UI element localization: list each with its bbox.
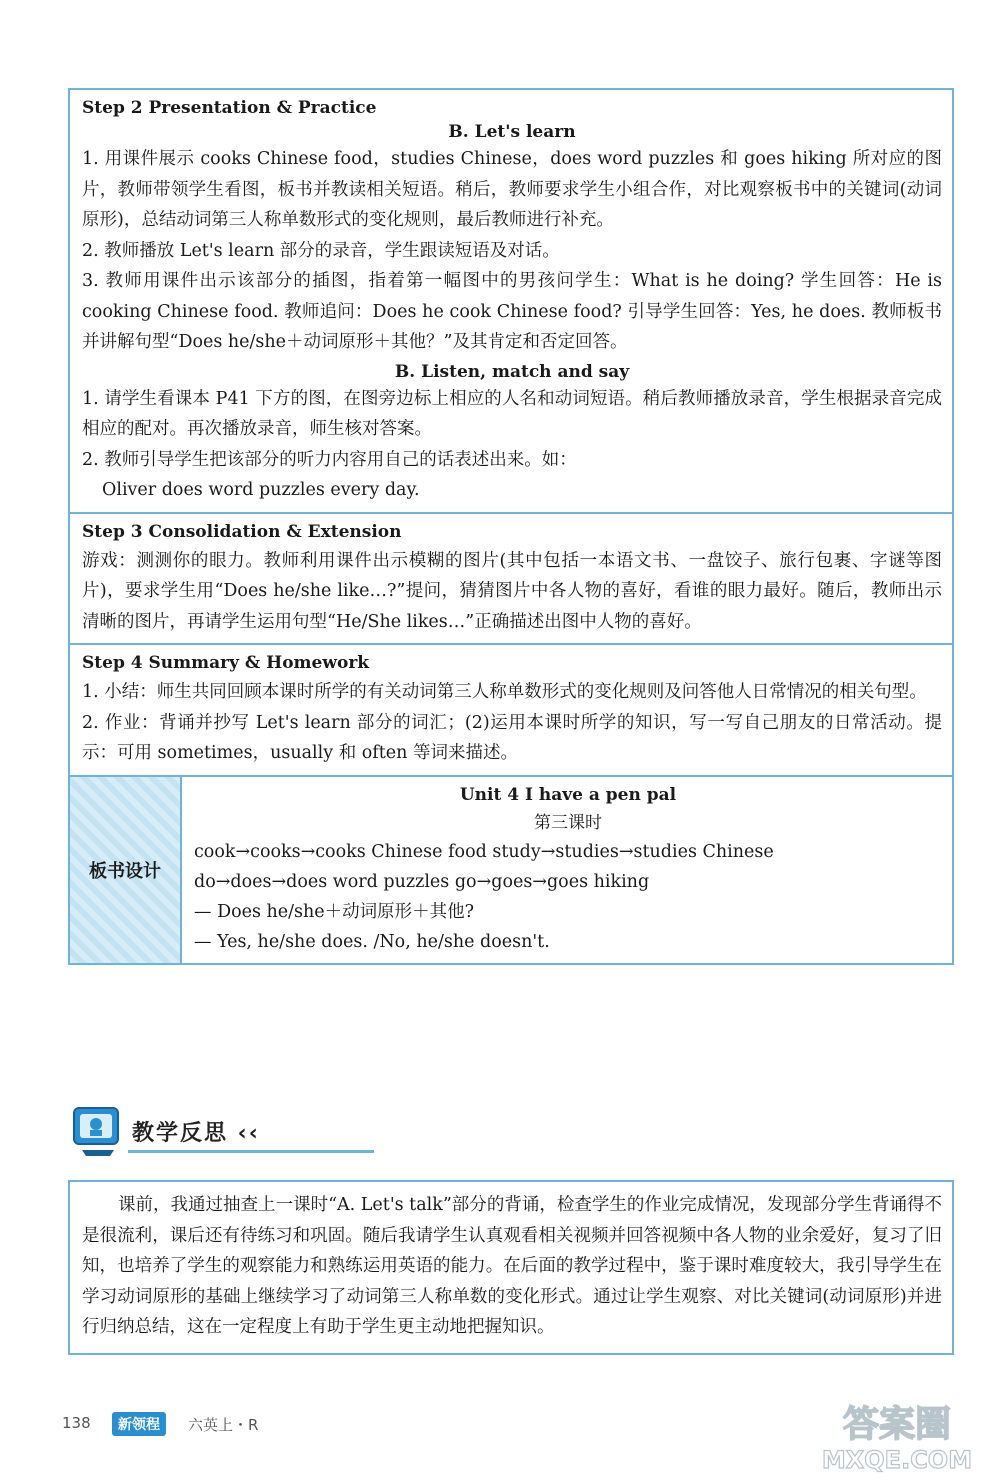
- board-line-4: — Yes, he/she does. /No, he/she doesn't.: [194, 931, 550, 952]
- step4-heading: Step 4 Summary & Homework: [82, 653, 370, 673]
- watermark-line1: 答案圈: [842, 1404, 952, 1445]
- board-line-1: cook→cooks→cooks Chinese food study→studies→studies Chinese: [194, 841, 774, 862]
- step4-section: [70, 645, 952, 777]
- step2-listen-item-1: 1. 请学生看课本 P41 下方的图，在图旁边标上相应的人名和动词短语。稍后教师播放录音，学生根据录音完成相应的配对。再次播放录音，师生核对答案。: [82, 388, 942, 439]
- step2-heading: Step 2 Presentation & Practice: [82, 98, 377, 118]
- board-line-3: — Does he/she＋动词原形＋其他?: [194, 901, 475, 922]
- step2-item-3: 3. 教师用课件出示该部分的插图，指着第一幅图中的男孩问学生：What is he doing? 学生回答：He is cooking Chinese food. 教师追问：Does he cook Chinese food? 引导学生回答：Yes, he does. 教师板书并讲解句型“Does he/she＋动词原形＋其他？”及其肯定和否定回答。: [82, 271, 942, 352]
- step4-item-1: 1. 小结：师生共同回顾本课时所学的有关动词第三人称单数形式的变化规则及问答他人日常情况的相关句型。: [82, 682, 927, 702]
- reflection-box: [68, 1180, 954, 1355]
- board-lesson-subtitle: 第三课时: [534, 812, 602, 833]
- step4-item-2: 2. 作业：背诵并抄写 Let's learn 部分的词汇；(2)运用本课时所学的知识，写一写自己朋友的日常活动。提示：可用 sometimes，usually 和 often 等词来描述。: [82, 712, 942, 763]
- reflection-text: 课前，我通过抽查上一课时“A. Let's talk”部分的背诵，检查学生的作业完成情况，发现部分学生背诵得不是很流利，课后还有待练习和巩固。随后我请学生认真观看相关视频并回答视频中各人物的业余爱好，复习了旧知，也培养了学生的观察能力和熟练运用英语的能力。在后面的教学过程中，鉴于课时难度较大，我引导学生在学习动词原形的基础上继续学习了动词第三人称单数的变化形式。通过让学生观察、对比关键词(动词原形)并进行归纳总结，这在一定程度上有助于学生更主动地把握知识。: [82, 1195, 942, 1337]
- step3-section: [70, 514, 952, 646]
- lesson-plan-box: [68, 88, 954, 965]
- page-number: 138: [62, 1414, 91, 1432]
- step2-listen-item-2: 2. 教师引导学生把该部分的听力内容用自己的话表述出来。如：: [82, 449, 577, 470]
- reflection-underline: [128, 1150, 374, 1153]
- board-line-2: do→does→does word puzzles go→goes→goes hiking: [194, 871, 650, 892]
- brand-badge: 新领程: [112, 1412, 166, 1436]
- page-footer: [62, 1410, 402, 1438]
- listen-match-heading: B. Listen, match and say: [394, 361, 630, 382]
- step2-section: [70, 90, 952, 514]
- step2-example: Oliver does word puzzles every day.: [102, 480, 420, 500]
- step2-item-2: 2. 教师播放 Let's learn 部分的录音，学生跟读短语及对话。: [82, 240, 560, 261]
- step3-text: 游戏：测测你的眼力。教师利用课件出示模糊的图片(其中包括一本语文书、一盘饺子、旅行包裹、字谜等图片)，要求学生用“Does he/she like…?”提问，猜猜图片中各人物的喜好，看谁的眼力最好。随后，教师出示清晰的图片，再请学生运用句型“He/She likes…”正确描述出图中人物的喜好。: [82, 550, 942, 632]
- grade-label: 六英上・R: [188, 1416, 259, 1434]
- watermark-logo: [802, 1396, 992, 1476]
- watermark-line2: MXQE.COM: [821, 1446, 973, 1474]
- blackboard-design: [70, 777, 952, 963]
- reflection-title: 教学反思 ‹‹: [132, 1121, 260, 1146]
- step2-item-1: 1. 用课件展示 cooks Chinese food，studies Chinese，does word puzzles 和 goes hiking 所对应的图片，教师带领学生看图，板书并教读相关短语。稍后，教师要求学生小组合作，对比观察板书中的关键词(动词原形)，总结动词第三人称单数形式的变化规则，最后教师进行补充。: [82, 149, 942, 230]
- reflection-header: [68, 1098, 308, 1162]
- teacher-board-icon: [68, 1102, 128, 1158]
- lets-learn-heading: B. Let's learn: [448, 122, 576, 142]
- board-unit-title: Unit 4 I have a pen pal: [459, 784, 677, 805]
- step3-heading: Step 3 Consolidation & Extension: [82, 521, 402, 542]
- blackboard-content: [182, 777, 952, 963]
- blackboard-label: 板书设计: [70, 777, 182, 963]
